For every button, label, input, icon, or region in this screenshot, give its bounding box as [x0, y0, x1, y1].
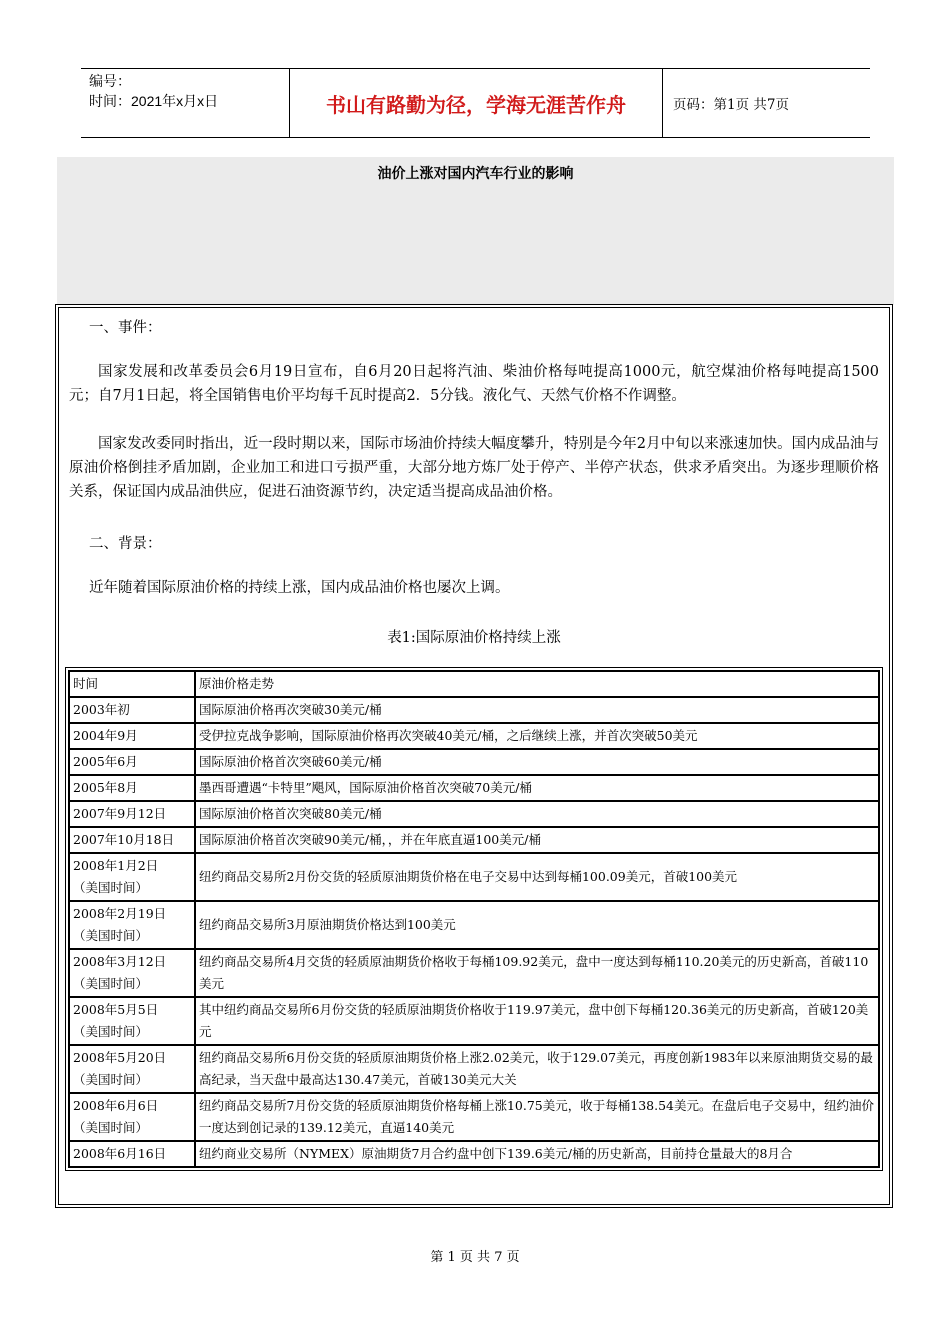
trend-cell: 受伊拉克战争影响，国际原油价格再次突破40美元/桶，之后继续上涨，并首次突破50美元 [195, 723, 879, 749]
date-note: （美国时间） [73, 1120, 149, 1135]
date-cell [69, 901, 195, 949]
date-note: （美国时间） [73, 880, 149, 895]
trend-cell: 纽约商品交易所2月份交货的轻质原油期货价格在电子交易中达到每桶100.09美元，首破100美元 [195, 853, 879, 901]
date-note: （美国时间） [73, 976, 149, 991]
header-motto: 书山有路勤为径，学海无涯苦作舟 [289, 69, 663, 137]
table-row [69, 1045, 879, 1093]
table-row [69, 901, 879, 949]
header-cell-trend: 原油价格走势 [195, 671, 879, 697]
trend-cell: 纽约商品交易所6月份交货的轻质原油期货价格上涨2.02美元，收于129.07美元，再度创新1983年以来原油期货交易的最高纪录，当天盘中最高达130.47美元，首破130美元大关 [195, 1045, 879, 1093]
trend-cell: 纽约商品交易所4月交货的轻质原油期货价格收于每桶109.92美元，盘中一度达到每桶110.20美元的历史新高，首破110美元 [195, 949, 879, 997]
table-row [69, 775, 879, 801]
table-row [69, 853, 879, 901]
date-cell [69, 827, 195, 853]
trend-cell: 国际原油价格首次突破90美元/桶，，并在年底直逼100美元/桶 [195, 827, 879, 853]
paragraph-2: 国家发改委同时指出，近一段时期以来，国际市场油价持续大幅度攀升，特别是今年2月中旬以来涨速加快。国内成品油与原油价格倒挂矛盾加剧，企业加工和进口亏损严重，大部分地方炼厂处于停产、半停产状态，供求矛盾突出。为逐步理顺价格关系，保证国内成品油供应，促进石油资源节约，决定适当提高成品油价格。 [69, 436, 879, 500]
table-row [69, 949, 879, 997]
date-text: 2005年6月 [73, 754, 138, 769]
header-meta [81, 69, 289, 137]
date-text: 2008年5月5日 [73, 1002, 159, 1017]
trend-cell: 国际原油价格首次突破60美元/桶 [195, 749, 879, 775]
trend-cell: 国际原油价格再次突破30美元/桶 [195, 697, 879, 723]
table-caption: 表1:国际原油价格持续上涨 [387, 630, 561, 646]
number-label: 编号： [89, 73, 131, 89]
date-note: （美国时间） [73, 928, 149, 943]
date-text: 2008年1月2日 [73, 858, 159, 873]
header-page-label: 页码：第1页 共7页 [673, 97, 789, 113]
trend-cell: 纽约商业交易所（NYMEX）原油期货7月合约盘中创下139.6美元/桶的历史新高，目前持仓量最大的8月合 [195, 1141, 879, 1167]
date-text: 2007年9月12日 [73, 806, 167, 821]
date-note: （美国时间） [73, 1072, 149, 1087]
date-cell [69, 1141, 195, 1167]
page-header [81, 68, 870, 138]
date-text: 2003年初 [73, 702, 130, 717]
trend-cell: 纽约商品交易所7月份交货的轻质原油期货价格每桶上涨10.75美元，收于每桶138.54美元。在盘后电子交易中，纽约油价一度达到创记录的139.12美元，直逼140美元 [195, 1093, 879, 1141]
table-row [69, 723, 879, 749]
date-text: 2005年8月 [73, 780, 138, 795]
date-cell [69, 997, 195, 1045]
table-header-row [69, 671, 879, 697]
date-note: （美国时间） [73, 1024, 149, 1039]
page-footer: 第 1 页 共 7 页 [430, 1250, 520, 1265]
section1-heading: 一、事件： [89, 320, 162, 336]
trend-cell: 其中纽约商品交易所6月份交货的轻质原油期货价格收于119.97美元，盘中创下每桶120.36美元的历史新高，首破120美元 [195, 997, 879, 1045]
title-box [57, 157, 894, 305]
trend-cell: 墨西哥遭遇“卡特里”飓风，国际原油价格首次突破70美元/桶 [195, 775, 879, 801]
table-row [69, 749, 879, 775]
date-cell [69, 775, 195, 801]
table-row [69, 801, 879, 827]
page-title: 油价上涨对国内汽车行业的影响 [377, 166, 574, 182]
date-cell [69, 949, 195, 997]
paragraph-1: 国家发展和改革委员会6月19日宣布，自6月20日起将汽油、柴油价格每吨提高1000元，航空煤油价格每吨提高1500元；自7月1日起，将全国销售电价平均每千瓦时提高2．5分钱。液化气、天然气价格不作调整。 [69, 364, 879, 404]
date-cell [69, 1045, 195, 1093]
table-row [69, 997, 879, 1045]
date-text: 2008年6月16日 [73, 1146, 167, 1161]
date-cell [69, 723, 195, 749]
oil-price-table [68, 670, 880, 1168]
date-cell [69, 697, 195, 723]
date-text: 2008年2月19日 [73, 906, 167, 921]
table-row [69, 697, 879, 723]
table-row [69, 827, 879, 853]
date-text: 2008年3月12日 [73, 954, 167, 969]
date-text: 2008年5月20日 [73, 1050, 167, 1065]
trend-cell: 纽约商品交易所3月原油期货价格达到100美元 [195, 901, 879, 949]
date-label: 时间：2021年x月x日 [89, 93, 219, 109]
date-cell [69, 801, 195, 827]
section2-heading: 二、背景： [89, 536, 162, 552]
date-text: 2004年9月 [73, 728, 138, 743]
paragraph-3: 近年随着国际原油价格的持续上涨，国内成品油价格也屡次上调。 [89, 580, 510, 596]
table-row [69, 1141, 879, 1167]
date-cell [69, 1093, 195, 1141]
table-row [69, 1093, 879, 1141]
date-cell [69, 749, 195, 775]
date-cell [69, 853, 195, 901]
date-text: 2008年6月6日 [73, 1098, 159, 1113]
header-cell-time: 时间 [69, 671, 195, 697]
content-frame [58, 307, 890, 1205]
trend-cell: 国际原油价格首次突破80美元/桶 [195, 801, 879, 827]
date-text: 2007年10月18日 [73, 832, 175, 847]
